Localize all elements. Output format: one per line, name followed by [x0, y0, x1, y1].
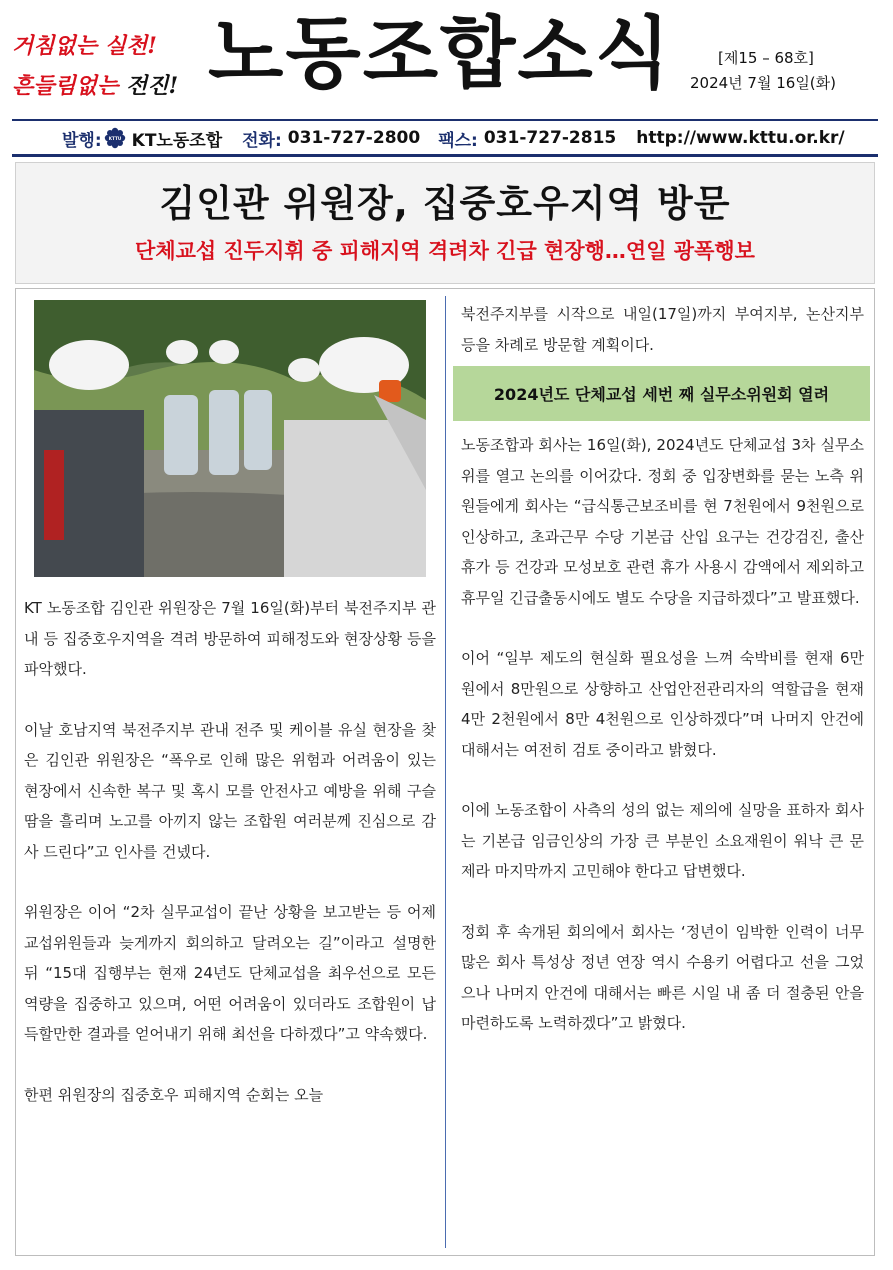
union-logo-text: KTTU	[108, 135, 121, 141]
paragraph: 위원장은 이어 “2차 실무교섭이 끝난 상황을 보고받는 등 어제 교섭위원들과 늦게까지 회의하고 달려오는 길”이라고 설명한 뒤 “15대 집행부는 현재 24년도 단체교섭을 최우선으로 모든 역량을 집중하고 있으며, 어떤 어려움이 있더라도 조합원이 납득할만한 결과를 얻어내기 위해 최선을 다하겠다”고 약속했다.	[24, 903, 436, 1043]
phone-number: 031-727-2800	[287, 128, 421, 148]
paragraph: KT 노동조합 김인관 위원장은 7월 16일(화)부터 북전주지부 관내 등 집중호우지역을 격려 방문하여 피해정도와 현장상황 등을 파악했다.	[24, 599, 436, 678]
header-divider-top	[12, 119, 878, 121]
slogan-line-1	[12, 26, 192, 66]
slogan-line-1-a: 거침없는	[12, 33, 98, 59]
slogan	[12, 26, 192, 106]
slogan-line-2-b: 전진!	[125, 73, 179, 99]
paragraph: 노동조합과 회사는 16일(화), 2024년도 단체교섭 3차 실무소위를 열고 논의를 이어갔다. 정회 중 입장변화를 묻는 노측 위원들에게 회사는 “급식통근보조비를 현 7천원에서 9천원으로 인상하고, 초과근무 수당 기본급 산입 요구는 건강검진, 출산휴가 등 건강과 모성보호 관련 휴가 사용시 감액에서 제외하고 휴무일 긴급출동시에도 별도 수당을 지급하겠다”고 발표했다.	[461, 436, 864, 607]
article-subheadline: 단체교섭 진두지휘 중 피해지역 격려차 긴급 현장행…연일 광폭행보	[135, 239, 755, 263]
section-title-box	[453, 366, 870, 421]
union-logo-icon	[104, 127, 126, 149]
publisher-bar	[12, 122, 878, 154]
left-column	[24, 593, 436, 1140]
section-title: 2024년도 단체교섭 세번 째 실무소위원회 열려	[493, 385, 830, 404]
right-column	[461, 430, 864, 1069]
paragraph: 북전주지부를 시작으로 내일(17일)까지 부여지부, 논산지부 등을 차례로 방문할 계획이다.	[461, 305, 864, 354]
website-link[interactable]: http://www.kttu.or.kr/	[636, 128, 845, 148]
fax-number: 031-727-2815	[483, 128, 617, 148]
article-headline: 김인관 위원장, 집중호우지역 방문	[159, 182, 731, 225]
paragraph: 한편 위원장의 집중호우 피해지역 순회는 오늘	[24, 1085, 324, 1104]
article-photo	[34, 300, 426, 577]
fax-label: 팩스:	[438, 130, 478, 151]
issue-date: 2024년 7월 16일(화)	[690, 74, 837, 92]
slogan-line-2-a: 흔들림없는	[12, 73, 119, 99]
paragraph: 정회 후 속개된 회의에서 회사는 ‘정년이 임박한 인력이 너무 많은 회사 특성상 정년 연장 역시 수용키 어렵다고 선을 그었으나 나머지 안건에 대해서는 빠른 시일 내 좀 더 절충된 안을 마련하도록 노력하겠다”고 밝혔다.	[461, 922, 864, 1032]
publisher-label: 발행:	[62, 130, 102, 151]
header	[0, 0, 893, 118]
slogan-line-2	[12, 66, 192, 106]
paragraph: 이어 “일부 제도의 현실화 필요성을 느껴 숙박비를 현재 6만원에서 8만원으로 상향하고 산업안전관리자의 역할급을 현재 4만 2천원에서 8만 4천원으로 인상하겠다”며 나머지 안건에 대해서는 여전히 검토 중이라고 밝혔다.	[461, 649, 864, 759]
publisher-org: KT노동조합	[131, 130, 223, 151]
paragraph: 이에 노동조합이 사측의 성의 없는 제의에 실망을 표하자 회사는 기본급 임금인상의 가장 큰 부분인 소요재원이 워낙 큰 문제라 마지막까지 고민해야 한다고 답변했다.	[461, 801, 864, 880]
slogan-line-1-b: 실천!	[104, 33, 157, 59]
header-divider-bottom	[12, 154, 878, 157]
column-divider	[445, 296, 446, 1248]
issue-number: [제15 – 68호]	[718, 49, 814, 67]
paragraph: 이날 호남지역 북전주지부 관내 전주 및 케이블 유실 현장을 찾은 김인관 위원장은 “폭우로 인해 많은 위험과 어려움이 있는 현장에서 신속한 복구 및 혹시 모를 안전사고 예방을 위해 구슬땀을 흘리며 노고를 아끼지 않는 조합원 여러분께 진심으로 감사 드린다”고 인사를 건넸다.	[24, 720, 436, 861]
headline-box	[15, 162, 875, 284]
phone-label: 전화:	[242, 130, 282, 151]
masthead-title: 노동조합소식	[208, 9, 673, 99]
